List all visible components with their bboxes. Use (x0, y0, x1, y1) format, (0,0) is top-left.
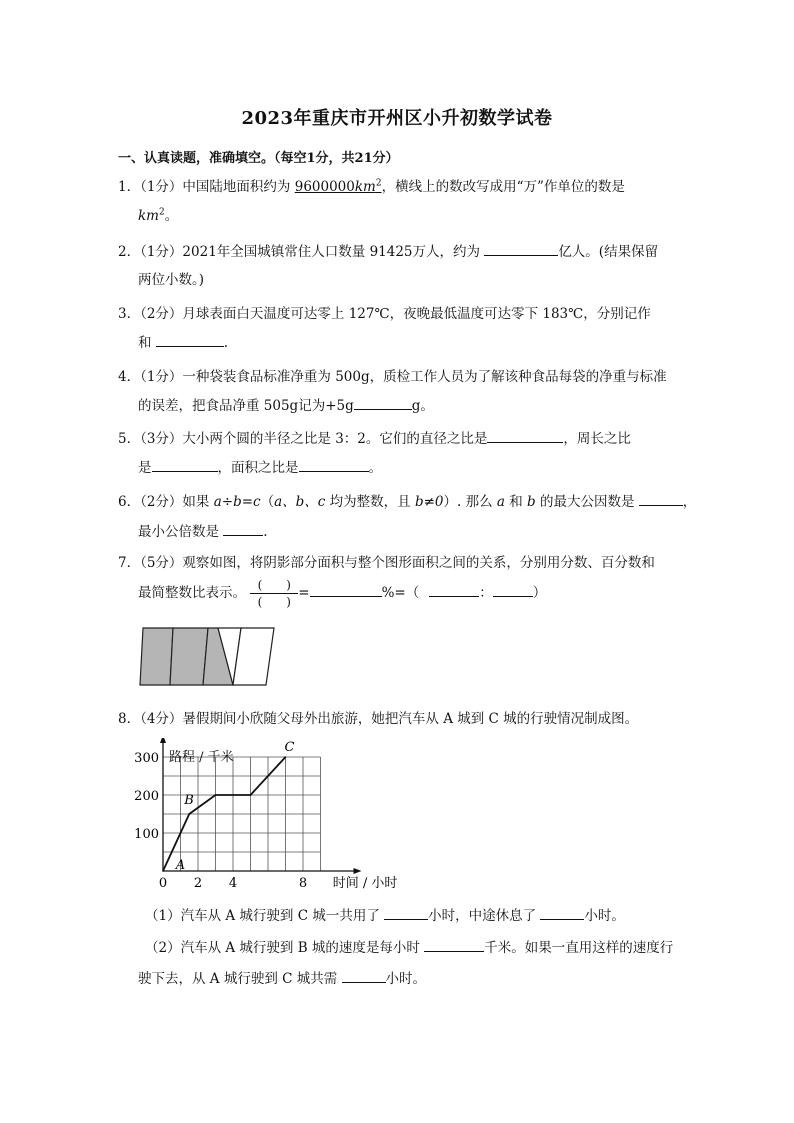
question-4: 4．（1分）一种袋装食品标准净重为 500g，质检工作人员为了解该种食品每袋的净重与标准 (118, 369, 667, 385)
q1-text: 1．（1分）中国陆地面积约为 (118, 179, 295, 195)
x-tick-label: 4 (228, 876, 238, 891)
q6-blank-2[interactable] (223, 521, 263, 536)
q1-text-2: ，横线上的数改写成用“万”作单位的数是 (381, 179, 625, 195)
x-tick-label: 0 (158, 876, 168, 891)
q7-parallelogram-figure (138, 626, 278, 688)
q3-blank[interactable] (156, 332, 224, 347)
question-1-cont: $km^2$。 (138, 207, 179, 224)
q2-blank[interactable] (484, 241, 558, 256)
question-5: 5．（3分）大小两个圆的半径之比是 3：2。它们的直径之比是 ，周长之比 (118, 427, 631, 447)
q8-blank-2[interactable] (540, 905, 584, 920)
question-8-sub-1: （1）汽车从 A 城行驶到 C 城一共用了 小时，中途休息了 小时。 (145, 904, 625, 924)
question-7-cont: 最简整数比表示。 $\frac{( )}{( )}=$ %=（ ： ） (138, 578, 547, 609)
x-axis-label: 时间 / 小时 (332, 876, 398, 891)
point-label-B: B (184, 793, 194, 808)
data-point (188, 813, 190, 815)
page-title: 2023年重庆市开州区小升初数学试卷 (241, 108, 553, 129)
y-tick-label: 100 (134, 827, 159, 842)
x-tick-label: 2 (193, 876, 203, 891)
q7-blank-percent[interactable] (310, 582, 382, 597)
question-1 (118, 175, 625, 195)
question-2-cont: 两位小数。) (138, 272, 205, 288)
q5-blank-1[interactable] (487, 428, 563, 443)
y-axis-label: 路程 / 千米 (169, 750, 234, 765)
q8-blank-3[interactable] (424, 937, 484, 952)
q8-blank-4[interactable] (342, 968, 386, 983)
question-4-cont: 的误差，把食品净重 505g记为+5g g。 (138, 394, 434, 414)
question-6: 6．（2分）如果 a÷b=c（a、b、c 均为整数，且 b≠0）. 那么 a 和 b 的最大公因数是 ， (118, 490, 696, 510)
question-6-cont: 最小公倍数是 . (138, 520, 268, 540)
question-8-sub-2: （2）汽车从 A 城行驶到 B 城的速度是每小时 千米。如果一直用这样的速度行 (145, 936, 673, 956)
fraction-bar (250, 593, 298, 594)
question-2: 2．（1分）2021年全国城镇常住人口数量 91425万人，约为 亿人。(结果保留 (118, 240, 658, 260)
question-7: 7．（5分）观察如图，将阴影部分面积与整个图形面积之间的关系，分别用分数、百分数和 (118, 555, 655, 571)
chart-ticks (134, 751, 307, 891)
q4-blank[interactable] (354, 395, 412, 410)
q5-blank-3[interactable] (299, 457, 369, 472)
chart-grid (163, 757, 321, 871)
question-8-sub-2-cont: 驶下去，从 A 城行驶到 C 城共需 小时。 (138, 967, 426, 987)
y-axis-arrow (160, 738, 166, 743)
q6-blank-1[interactable] (639, 491, 683, 506)
x-tick-label: 8 (298, 876, 308, 891)
chart-labels (169, 740, 397, 891)
distance-time-chart (128, 738, 428, 898)
data-point (162, 870, 164, 872)
data-point (215, 794, 217, 796)
data-point (250, 794, 252, 796)
q5-blank-2[interactable] (152, 457, 218, 472)
point-label-A: A (175, 858, 186, 873)
data-point (285, 756, 287, 758)
point-label-C: C (284, 740, 295, 755)
y-tick-label: 200 (134, 789, 159, 804)
y-tick-label: 300 (134, 751, 159, 766)
shaded-part-2 (170, 628, 208, 685)
q7-fraction[interactable]: $\frac{( )}{( )}$ (250, 578, 298, 609)
q7-blank-ratio-2[interactable] (493, 582, 533, 597)
q1-number: $9600000km^2$ (294, 178, 382, 195)
section-heading: 一、认真读题，准确填空。（每空1分，共21分） (118, 151, 399, 166)
question-5-cont: 是 ，面积之比是 。 (138, 456, 382, 476)
x-axis-arrow (354, 868, 362, 874)
question-8: 8．（4分）暑假期间小欣随父母外出旅游，她把汽车从 A 城到 C 城的行驶情况制成图。 (118, 711, 639, 727)
shaded-part-1 (140, 628, 173, 685)
q7-blank-ratio-1[interactable] (429, 582, 479, 597)
question-3: 3．（2分）月球表面白天温度可达零上 127℃，夜晚最低温度可达零下 183℃，分别记作 (118, 306, 651, 322)
q8-blank-1[interactable] (384, 905, 428, 920)
question-3-cont: 和 . (138, 331, 228, 351)
